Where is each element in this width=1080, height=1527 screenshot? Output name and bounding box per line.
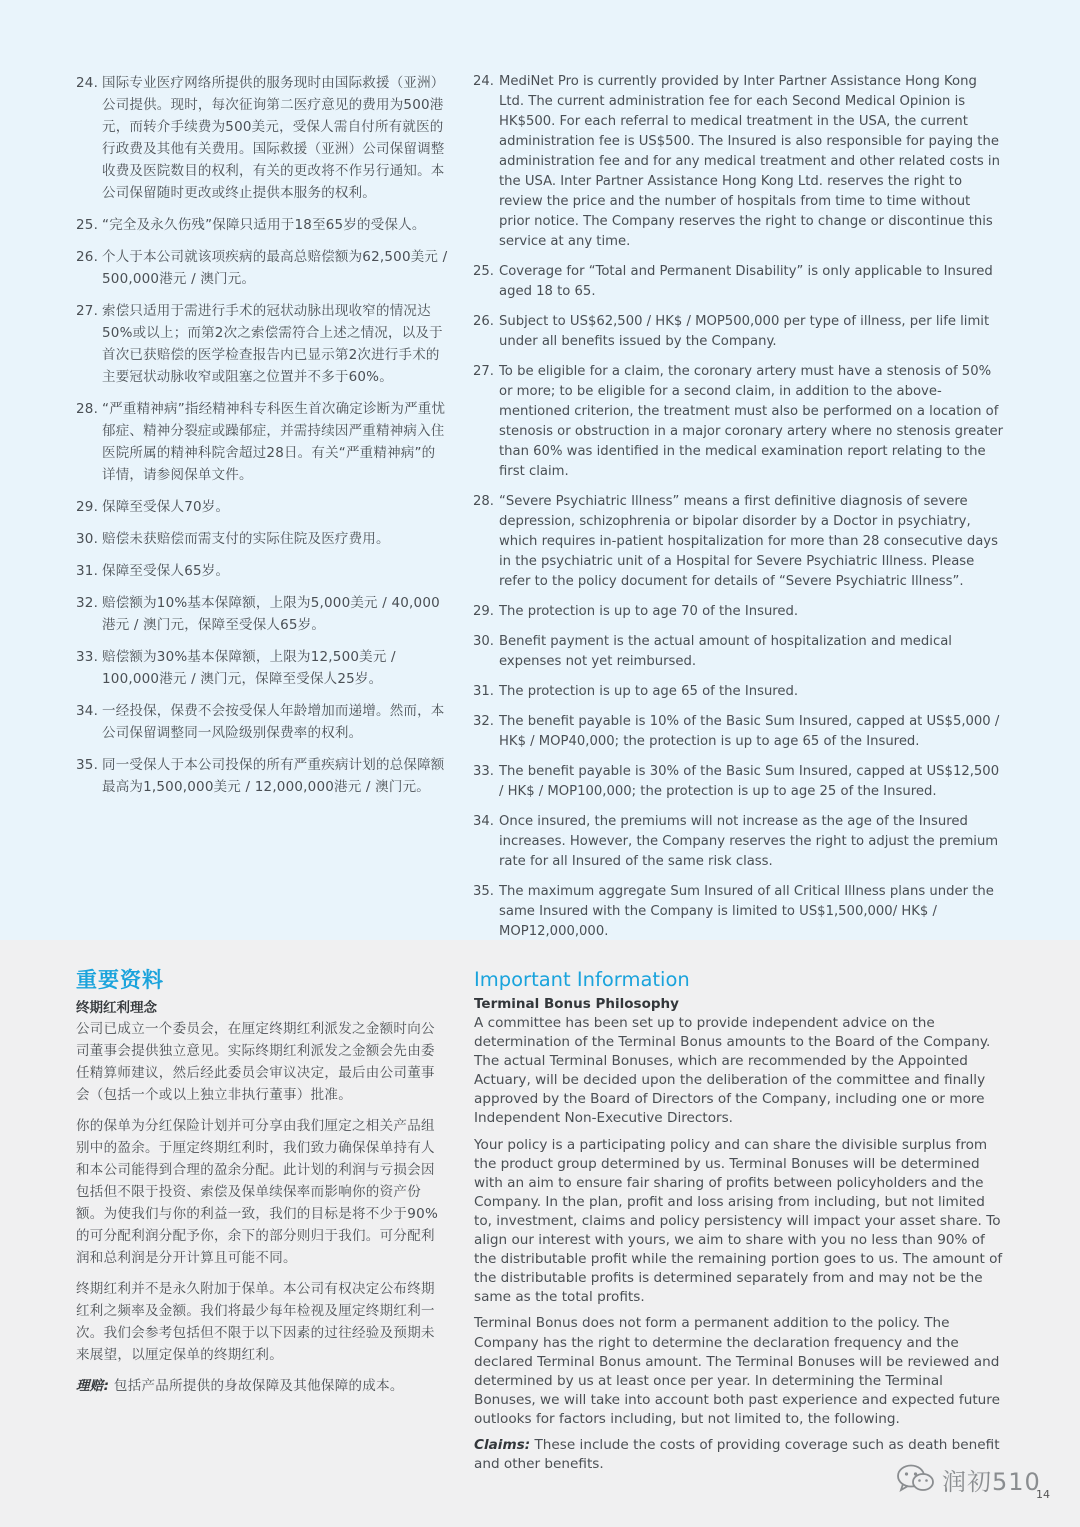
- footnote-en-26: 26. Subject to US$62,500 / HK$ / MOP500,000 per type of illness, per life limit under all benefits issued by the Company.: [473, 314, 990, 349]
- page-number: 14: [1036, 1488, 1050, 1501]
- footnotes-english: [473, 72, 1005, 952]
- footnote-zh-31: 31. 保障至受保人65岁。: [76, 563, 230, 579]
- footnote-en-27: 27. To be eligible for a claim, the coronary artery must have a stenosis of 50% or more; to be eligible for a second claim, in addition to the above-mentioned criterion, the treatment must also be performed on a location of stenosis or obstruction in a major coronary artery where no stenosis greater than 60% was identified in the medical examination report relating to the first claim.: [473, 364, 1004, 479]
- footnote-en-31: 31. The protection is up to age 65 of the Insured.: [473, 684, 799, 699]
- footnotes-chinese: [76, 72, 448, 808]
- footnote-zh-34: 34. 一经投保，保费不会按受保人年龄增加而递增。然而，本公司保留调整同一风险级别保费率的权利。: [76, 703, 445, 741]
- paragraph-en-3: Terminal Bonus does not form a permanent addition to the policy. The Company has the right to determine the declaration frequency and the declared Terminal Bonus amount. The Terminal Bonuses will be reviewed and determined by us at least once per year. In determining the Terminal Bonuses, we will take into account both past experience and expected future outlooks for factors including, but not limited to, the following.: [474, 1315, 1000, 1427]
- claims-text-en: These include the costs of providing coverage such as death benefit and other benefits.: [474, 1436, 1000, 1473]
- footnote-en-29: 29. The protection is up to age 70 of the Insured.: [473, 604, 799, 619]
- claims-text-zh: 包括产品所提供的身故保障及其他保障的成本。: [113, 1378, 404, 1394]
- section-title-zh: 重要资料: [76, 968, 164, 992]
- subtitle-zh: 终期红利理念: [76, 1000, 157, 1016]
- footnote-en-35: 35. The maximum aggregate Sum Insured of all Critical Illness plans under the same Insured with the Company is limited to US$1,500,000/ HK$ / MOP12,000,000.: [473, 884, 994, 939]
- footnote-zh-29: 29. 保障至受保人70岁。: [76, 499, 230, 515]
- footnote-zh-25: 25. “完全及永久伤残”保障只适用于18至65岁的受保人。: [76, 217, 426, 233]
- footnote-zh-30: 30. 赔偿未获赔偿而需支付的实际住院及医疗费用。: [76, 531, 390, 547]
- wechat-icon: [896, 1463, 936, 1495]
- paragraph-zh-1: 公司已成立一个委员会，在厘定终期红利派发之金额时向公司董事会提供独立意见。实际终期红利派发之金额会先由委任精算师建议，然后经此委员会审议决定，最后由公司董事会（包括一个或以上独立非执行董事）批准。: [76, 1021, 435, 1103]
- claims-label-en: Claims:: [474, 1436, 531, 1453]
- footnote-zh-33: 33. 赔偿额为30%基本保障额，上限为12,500美元 / 100,000港元 / 澳门元，保障至受保人25岁。: [76, 649, 396, 687]
- paragraph-en-2: Your policy is a participating policy and can share the divisible surplus from the product group determined by us. Terminal Bonuses will be determined with an aim to ensure fair sharing of profits between policyholders and the Company. In the plan, profit and loss arising from including, but not limited to, investment, claims and policy persistency will impact your asset share. To align our interest with yours, we aim to share with you no less than 90% of the distributable profit while the remaining portion goes to us. The amount of the distributable profits is determined separately from and may not be the same as the total profits.: [474, 1136, 1003, 1306]
- footnote-zh-26: 26. 个人于本公司就该项疾病的最高总赔偿额为62,500美元 / 500,000港元 / 澳门元。: [76, 249, 448, 287]
- paragraph-zh-3: 终期红利并不是永久附加于保单。本公司有权决定公布终期红利之频率及金额。我们将最少每年检视及厘定终期红利一次。我们会参考包括但不限于以下因素的过往经验及预期未来展望，以厘定保单的终期红利。: [76, 1281, 435, 1363]
- subtitle-en: Terminal Bonus Philosophy: [474, 996, 679, 1012]
- footnote-en-30: 30. Benefit payment is the actual amount of hospitalization and medical expenses not yet reimbursed.: [473, 634, 952, 669]
- footnote-zh-35: 35. 同一受保人于本公司投保的所有严重疾病计划的总保障额最高为1,500,000美元 / 12,000,000港元 / 澳门元。: [76, 757, 445, 795]
- watermark: [896, 1462, 1041, 1496]
- footnote-en-24: 24. MediNet Pro is currently provided by Inter Partner Assistance Hong Kong Ltd. The current administration fee for each Second Medical Opinion is HK$500. For each referral to medical treatment in the USA, the current administration fee is US$500. The Insured is also responsible for paying the administration fee and for any medical treatment and other related costs in the USA. Inter Partner Assistance Hong Kong Ltd. reserves the right to review the price and the number of hospitals from time to time without prior notice. The Company reserves the right to change or discontinue this service at any time.: [473, 74, 1000, 249]
- claims-zh: [76, 1375, 444, 1397]
- footnote-en-25: 25. Coverage for “Total and Permanent Disability” is only applicable to Insured aged 18 to 65.: [473, 264, 993, 299]
- footnote-zh-27: 27. 索偿只适用于需进行手术的冠状动脉出现收窄的情况达50%或以上；而第2次之索偿需符合上述之情况，以及于首次已获赔偿的医学检查报告内已显示第2次进行手术的主要冠状动脉收窄或阻塞之位置并不多于60%。: [76, 303, 443, 385]
- important-info-english: [474, 966, 1006, 1481]
- paragraph-zh-2: 你的保单为分红保险计划并可分享由我们厘定之相关产品组别中的盈余。于厘定终期红利时，我们致力确保保单持有人和本公司能得到合理的盈余分配。此计划的利润与亏损会因包括但不限于投资、索偿及保单续保率而影响你的资产份额。为使我们与你的利益一致，我们的目标是将不少于90%的可分配利润分配予你，余下的部分则归于我们。可分配利润和总利润是分开计算且可能不同。: [76, 1118, 439, 1266]
- section-title-en: Important Information: [474, 968, 690, 991]
- important-info-chinese: [76, 966, 444, 1406]
- footnote-zh-24: 24. 国际专业医疗网络所提供的服务现时由国际救援（亚洲）公司提供。现时，每次征询第二医疗意见的费用为500港元，而转介手续费为500美元，受保人需自付所有就医的行政费及其他有关费用。国际救援（亚洲）公司保留调整收费及医院数目的权利，有关的更改将不作另行通知。本公司保留随时更改或终止提供本服务的权利。: [76, 75, 445, 201]
- footnote-en-33: 33. The benefit payable is 30% of the Basic Sum Insured, capped at US$12,500 / HK$ / MOP100,000; the protection is up to age 25 of the Insured.: [473, 764, 1000, 799]
- footnote-zh-32: 32. 赔偿额为10%基本保障额，上限为5,000美元 / 40,000港元 / 澳门元，保障至受保人65岁。: [76, 595, 440, 633]
- watermark-text: 润初510: [942, 1467, 1041, 1496]
- claims-label-zh: 理赔:: [76, 1378, 110, 1394]
- footnote-en-28: 28. “Severe Psychiatric Illness” means a first definitive diagnosis of severe depression, schizophrenia or bipolar disorder by a Doctor in psychiatry, which requires in-patient hospitalization for more than 28 consecutive days in the psychiatric unit of a Hospital for Severe Psychiatric Illness. Please refer to the policy document for details of “Severe Psychiatric Illness”.: [473, 494, 998, 589]
- footnote-en-34: 34. Once insured, the premiums will not increase as the age of the Insured increases. However, the Company reserves the right to adjust the premium rate for all Insured of the same risk class.: [473, 814, 999, 869]
- paragraph-en-1: A committee has been set up to provide independent advice on the determination of the Terminal Bonus amounts to the Board of the Company. The actual Terminal Bonuses, which are recommended by the Appointed Actuary, will be decided upon the deliberation of the committee and finally approved by the Board of Directors of the Company, including one or more Independent Non-Executive Directors.: [474, 1015, 991, 1127]
- footnote-en-32: 32. The benefit payable is 10% of the Basic Sum Insured, capped at US$5,000 / HK$ / MOP40,000; the protection is up to age 65 of the Insured.: [473, 714, 1000, 749]
- footnote-zh-28: 28. “严重精神病”指经精神科专科医生首次确定诊断为严重忧郁症、精神分裂症或躁郁症，并需持续因严重精神病入住医院所属的精神科院舍超过28日。有关“严重精神病”的详情，请参阅保单文件。: [76, 401, 446, 483]
